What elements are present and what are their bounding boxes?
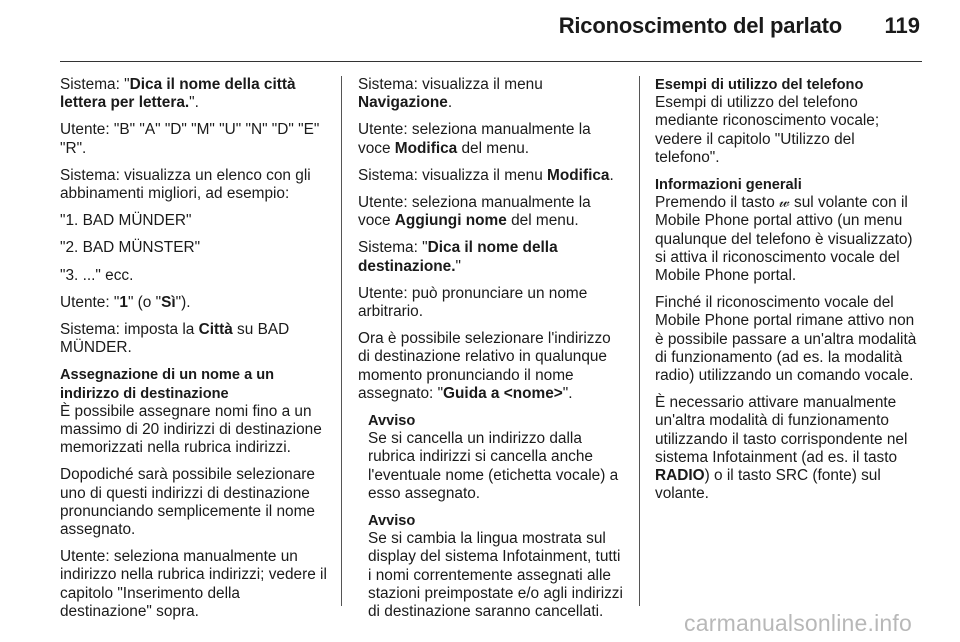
section-heading: Informazioni generali	[655, 177, 802, 194]
paragraph: Sistema: "Dica il nome della città lettera per lettera.".	[60, 76, 296, 112]
watermark: carmanualsonline.info	[684, 610, 912, 636]
paragraph: Utente: "B" "A" "D" "M" "U" "N" "D" "E" "R".	[60, 121, 320, 157]
paragraph: Finché il riconoscimento vocale del Mobile Phone portal rimane attivo non è possibile passare a un'altra modalità di funzionamento (ad es. la modalità radio) utilizzando un comando vocale.	[655, 294, 917, 385]
paragraph: Utente: seleziona manualmente la voce Aggiungi nome del menu.	[358, 194, 591, 230]
paragraph: Utente: può pronunciare un nome arbitrario.	[358, 284, 588, 321]
note-text: Se si cancella un indirizzo dalla rubrica indirizzi si cancella anche l'eventuale nome (etichetta vocale) a esso assegnato.	[368, 430, 619, 502]
note-box	[358, 512, 626, 621]
column-2	[358, 76, 626, 630]
header-rule	[60, 61, 922, 62]
column-divider-1	[341, 76, 342, 606]
section-heading: Esempi di utilizzo del telefono	[655, 77, 864, 93]
paragraph: Esempi di utilizzo del telefono mediante riconoscimento vocale; vedere il capitolo "Utilizzo del telefono".	[655, 94, 880, 166]
paragraph: "3. ..." ecc.	[60, 266, 134, 284]
paragraph: Utente: "1" (o "Sì").	[60, 293, 191, 311]
voice-button-icon: 𝓌	[779, 194, 790, 212]
note-title: Avviso	[368, 513, 416, 530]
paragraph: È possibile assegnare nomi fino a un massimo di 20 indirizzi di destinazione memorizzati nella rubrica indirizzi.	[60, 402, 322, 457]
paragraph: "2. BAD MÜNSTER"	[60, 239, 201, 257]
page-header	[0, 0, 960, 62]
note-box	[358, 412, 626, 503]
column-divider-2	[639, 76, 640, 606]
paragraph: Utente: seleziona manualmente la voce Modifica del menu.	[358, 121, 591, 157]
paragraph: Sistema: visualizza il menu Modifica.	[358, 166, 614, 184]
column-1	[60, 76, 330, 630]
section-heading: Assegnazione di un nome a un indirizzo di destinazione	[60, 367, 275, 402]
page-number: 119	[884, 13, 920, 38]
paragraph: Sistema: imposta la Città su BAD MÜNDER.	[60, 321, 290, 357]
paragraph: Premendo il tasto 𝓌 sul volante con il Mobile Phone portal attivo (un menu qualunque del telefono è visualizzato) si attiva il riconoscimento vocale del Mobile Phone portal.	[655, 194, 913, 285]
paragraph: Sistema: "Dica il nome della destinazione."	[358, 239, 558, 275]
note-title: Avviso	[368, 413, 416, 430]
paragraph: Sistema: visualizza il menu Navigazione.	[358, 76, 543, 112]
paragraph: È necessario attivare manualmente un'altra modalità di funzionamento utilizzando il tasto corrispondente nel sistema Infotainment (ad es. il tasto RADIO) o il tasto SRC (fonte) sul volante.	[655, 394, 908, 503]
paragraph: Ora è possibile selezionare l'indirizzo di destinazione relativo in qualunque momento pronunciando il nome assegnato: "Guida a <nome>".	[358, 330, 611, 402]
note-text: Se si cambia la lingua mostrata sul display del sistema Infotainment, tutti i nomi correntemente assegnati alle stazioni preimpostate e/o agli indirizzi di destinazione saranno cancellati.	[368, 530, 623, 621]
paragraph: Utente: seleziona manualmente un indirizzo nella rubrica indirizzi; vedere il capitolo "Inserimento della destinazione" sopra.	[60, 548, 327, 620]
paragraph: Sistema: visualizza un elenco con gli abbinamenti migliori, ad esempio:	[60, 166, 311, 203]
paragraph: Dopodiché sarà possibile selezionare uno di questi indirizzi di destinazione pronunciando semplicemente il nome assegnato.	[60, 466, 315, 539]
column-3	[655, 76, 922, 512]
page-title: Riconoscimento del parlato	[558, 13, 842, 38]
paragraph: "1. BAD MÜNDER"	[60, 212, 192, 230]
